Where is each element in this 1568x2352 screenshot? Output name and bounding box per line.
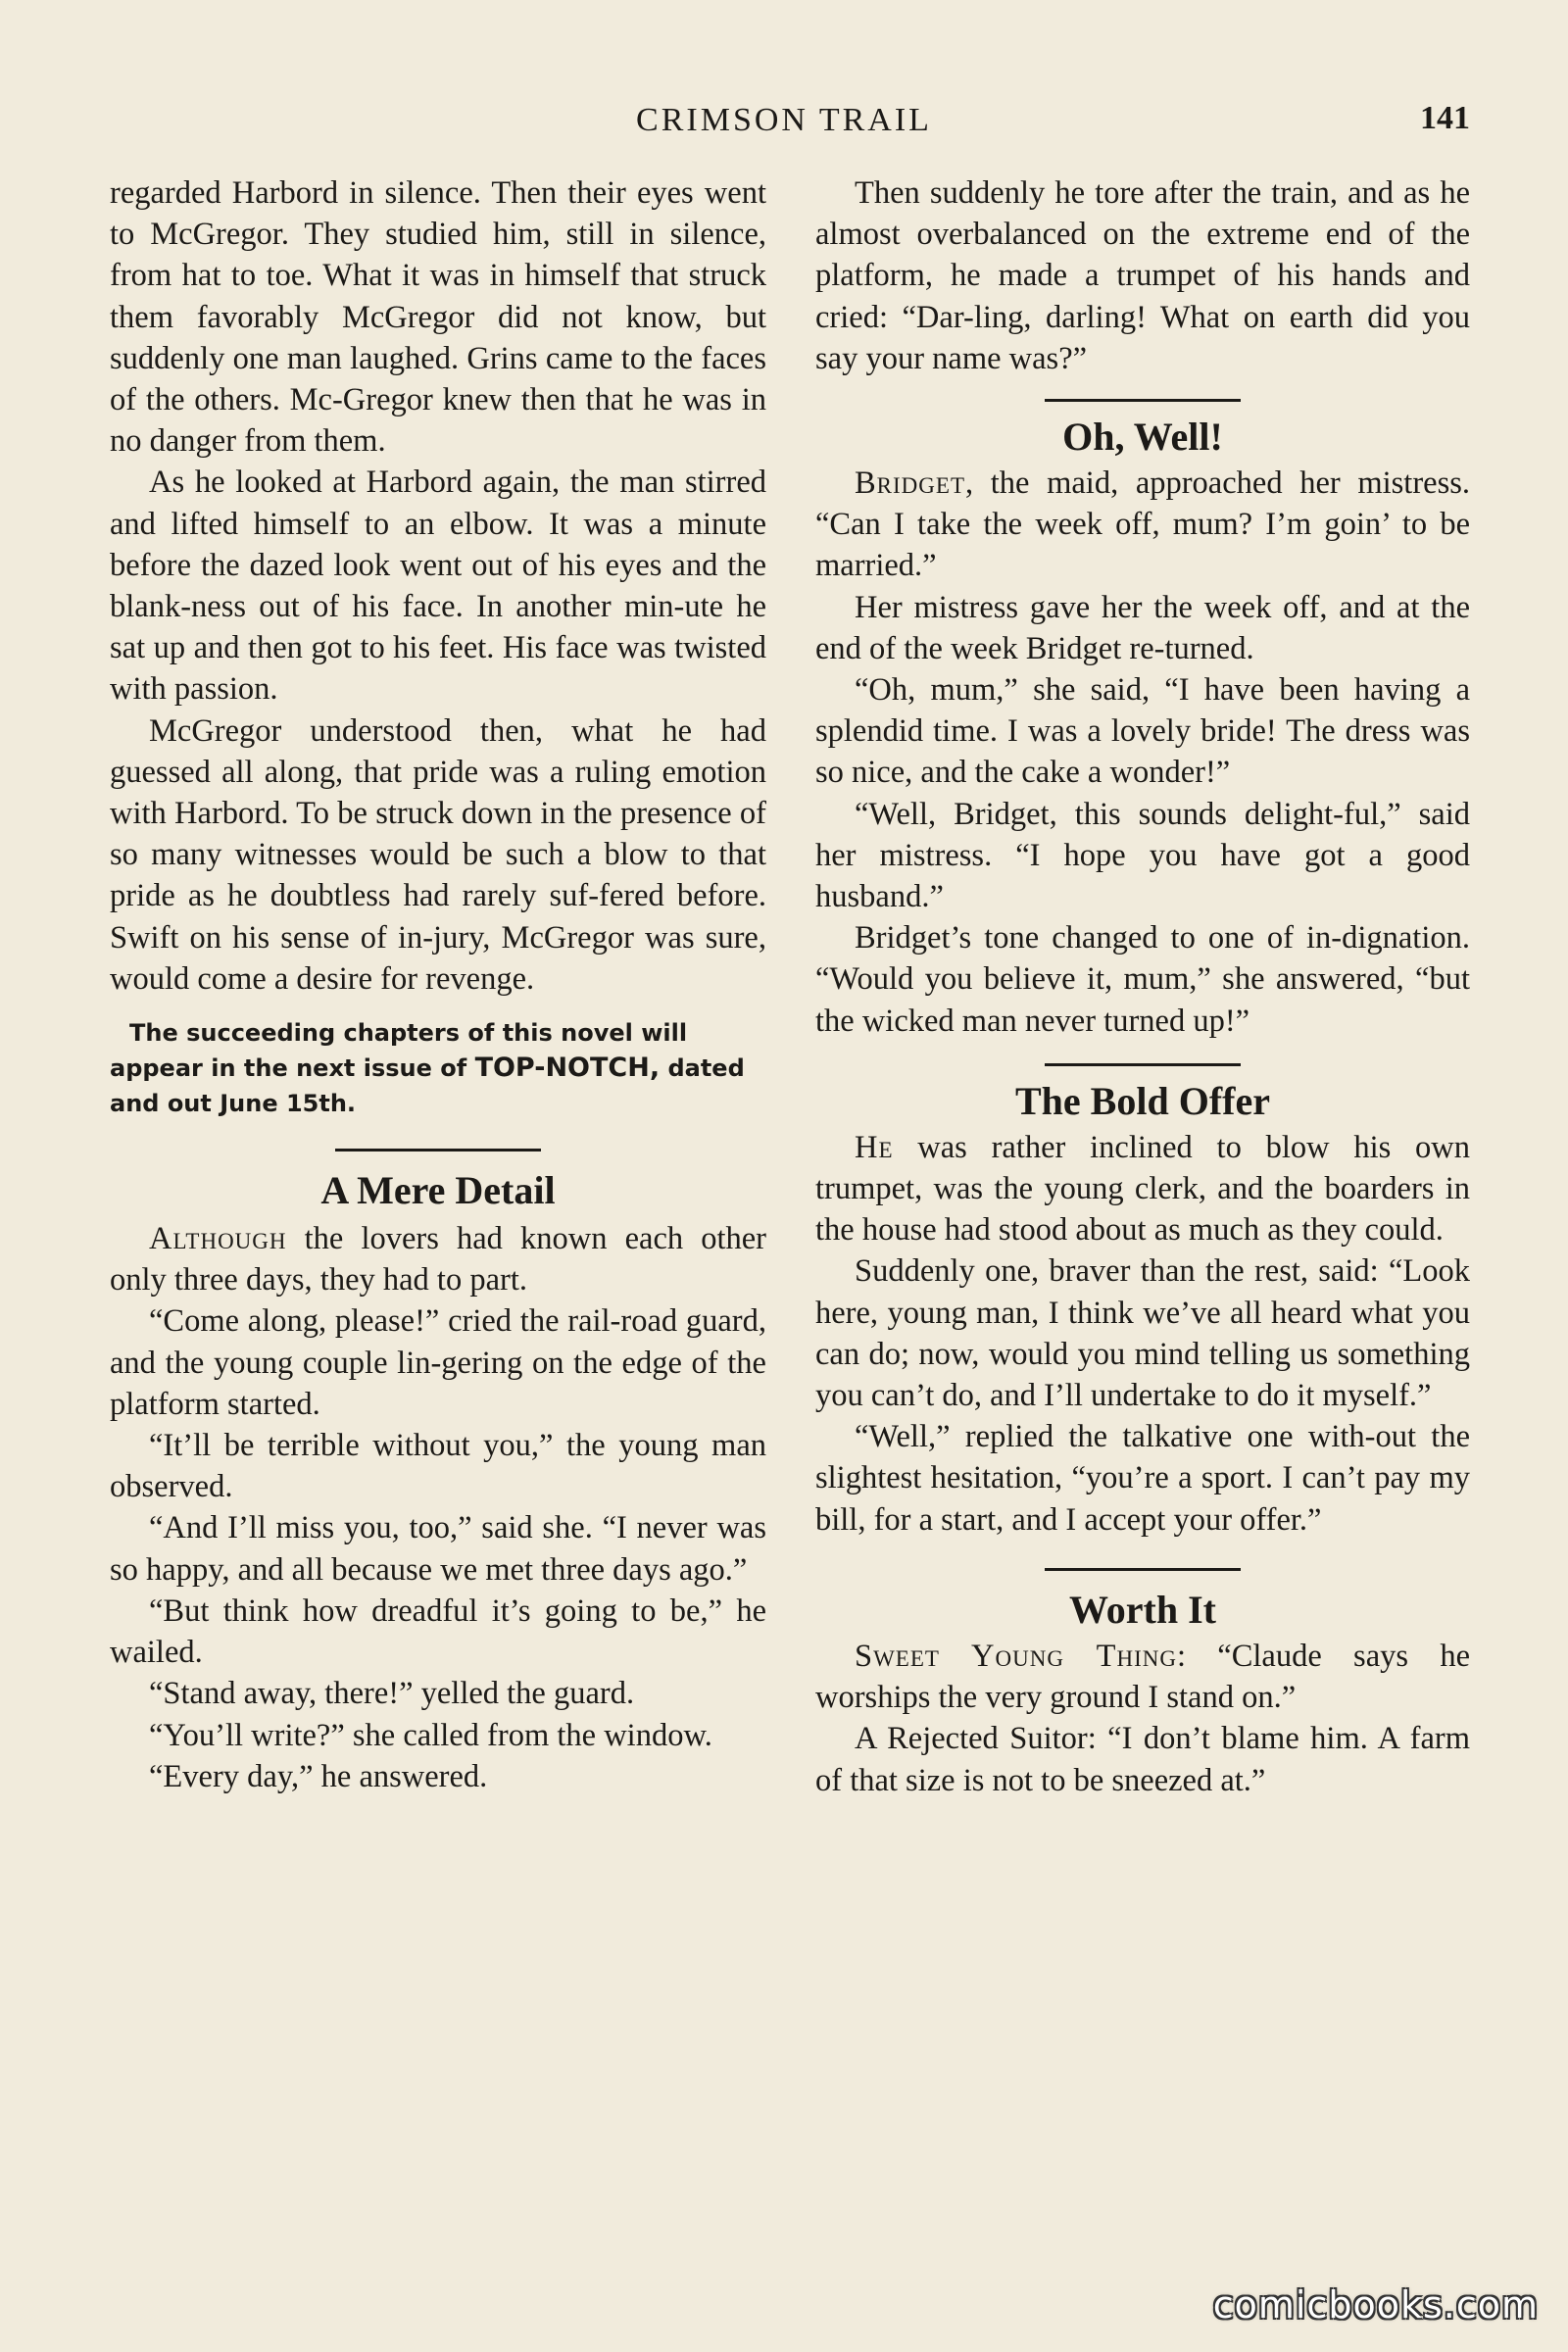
page-number: 141 (1420, 100, 1470, 136)
story-paragraph: “Stand away, there!” yelled the guard. (149, 1676, 635, 1712)
story-paragraph: “Well, Bridget, this sounds delight-ful,” said her mistress. “I hope you have got a good husband.” (815, 796, 1470, 915)
heading-a-mere-detail: A Mere Detail (320, 1168, 556, 1213)
story-paragraph: “It’ll be terrible without you,” the young man observed. (110, 1428, 766, 1505)
lead-word: Sweet Young Thing (855, 1638, 1177, 1674)
story-paragraph: “You’ll write?” she called from the window. (149, 1717, 712, 1753)
lead-word: Although (149, 1221, 287, 1257)
lead-rest: was rather inclined to blow his own trumpet, was the young clerk, and the boarders in the house had stood about as much as they could. (815, 1129, 1470, 1249)
notice-tail: dated and out June 15th. (110, 1054, 745, 1118)
story-paragraph (815, 1636, 1470, 1718)
heading-the-bold-offer: The Bold Offer (1015, 1078, 1270, 1123)
lead-word: Bridget (855, 466, 965, 502)
notice-text: The succeeding chapters of this novel will appear in the next issue of (110, 1019, 688, 1083)
section-divider (1045, 399, 1241, 402)
story-paragraph: A Rejected Suitor: “I don’t blame him. A farm of that size is not to be sneezed at.” (815, 1721, 1470, 1798)
lead-rest: , the maid, approached her mistress. “Can I take the week off, mum? I’m goin’ to be married.” (815, 466, 1470, 584)
story-paragraph: “Oh, mum,” she said, “I have been having a splendid time. I was a lovely bride! The dress was so nice, and the cake a wonder!” (815, 672, 1470, 791)
story-paragraph: As he looked at Harbord again, the man stirred and lifted himself to an elbow. It was a minute before the dazed look went out of his eyes and the blank-ness out of his face. In another min-ute he sat up and then got to his feet. His face was twisted with passion. (110, 465, 766, 708)
heading-oh-well: Oh, Well! (1062, 415, 1223, 460)
notice-magazine-name: TOP-NOTCH, (474, 1053, 661, 1084)
story-paragraph: “Come along, please!” cried the rail-road guard, and the young couple lin-gering on the edge of the platform started. (110, 1303, 766, 1422)
section-divider (1045, 1063, 1241, 1066)
story-paragraph: “And I’ll miss you, too,” said she. “I never was so happy, and all because we met three days ago.” (110, 1510, 766, 1588)
lead-rest: the lovers had known each other only three days, they had to part. (110, 1221, 766, 1298)
story-paragraph: Her mistress gave her the week off, and at the end of the week Bridget re-turned. (815, 589, 1470, 666)
story-paragraph (815, 1127, 1470, 1251)
lead-word: He (855, 1129, 894, 1165)
section-divider (1045, 1568, 1241, 1571)
story-paragraph (815, 463, 1470, 587)
story-paragraph: Suddenly one, braver than the rest, said: “Look here, young man, I think we’ve all heard what you can do; now, would you mind telling us something you can’t do, and I’ll undertake to do it myself.” (815, 1253, 1470, 1414)
story-paragraph: regarded Harbord in silence. Then their eyes went to McGregor. They studied him, still in silence, from hat to toe. What it was in himself that struck them favorably McGregor did not know, but suddenly one man laughed. Grins came to the faces of the others. Mc-Gregor knew then that he was in no danger from them. (110, 175, 766, 460)
lead-rest: : “Claude says he worships the very ground I stand on.” (815, 1638, 1470, 1716)
story-paragraph: “Well,” replied the talkative one with-out the slightest hesitation, “you’re a sport. I can’t pay my bill, for a start, and I accept your offer.” (815, 1419, 1470, 1538)
story-paragraph: Bridget’s tone changed to one of in-dignation. “Would you believe it, mum,” she answered, “but the wicked man never turned up!” (815, 920, 1470, 1039)
continuation-notice (110, 1015, 766, 1121)
right-column (815, 172, 1470, 1801)
section-divider (335, 1149, 541, 1152)
story-paragraph (110, 1218, 766, 1300)
heading-worth-it: Worth It (1069, 1587, 1216, 1632)
story-paragraph: “Every day,” he answered. (149, 1758, 488, 1794)
page-header (0, 98, 1568, 147)
running-title: CRIMSON TRAIL (636, 102, 932, 138)
site-watermark: comicbooks.com (1212, 2283, 1539, 2327)
left-column (110, 172, 766, 1797)
story-paragraph: “But think how dreadful it’s going to be,” he wailed. (110, 1592, 766, 1671)
story-paragraph: Then suddenly he tore after the train, and as he almost overbalanced on the extreme end of the platform, he made a trumpet of his hands and cried: “Dar-ling, darling! What on earth did you say your name was?” (815, 175, 1470, 376)
story-paragraph: McGregor understood then, what he had guessed all along, that pride was a ruling emotion with Harbord. To be struck down in the presence of so many witnesses would be such a blow to that pride as he doubtless had rarely suf-fered before. Swift on his sense of in-jury, McGregor was sure, would come a desire for revenge. (110, 712, 766, 997)
